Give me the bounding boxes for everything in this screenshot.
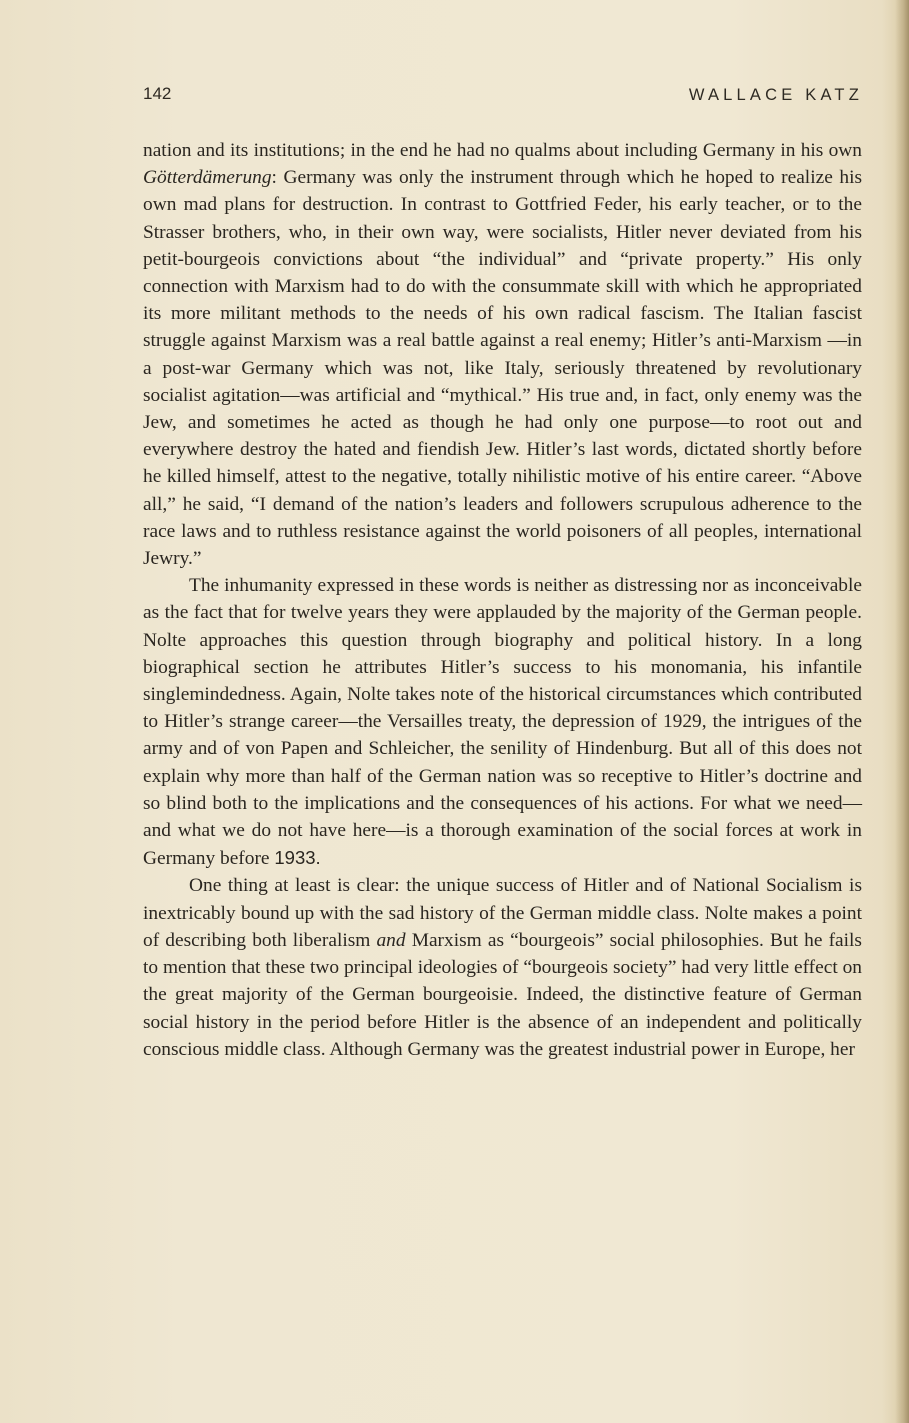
paragraph-2-text: The inhumanity expressed in these words is neither as distressing nor as inconceivable as the fact that for twelve years they were applauded by the majority of the German people. Nolte approaches this question through biography and political history. In a long biographical section he attributes Hitler’s success to his monomania, his infantile singlemindedness. Again, Nolte takes note of the historical circumstances which contributed to Hitler’s strange career—the Versailles treaty, the depression of 1929, the intrigues of the army and of von Papen and Schleicher, the senility of Hindenburg. But all of this does not explain why more than half of the German nation was so receptive to Hitler’s doctrine and so blind both to the implications and the consequences of his actions. For what we need—and what we do not have here—is a thorough examination of the social forces at work in Germany before — [143, 575, 862, 870]
paragraph-2 — [143, 572, 862, 872]
paragraph-3-text-cont: Marxism as “bourgeois” social philosophies. But he fails to mention that these two principal ideologies of “bourgeois society” had very little effect on the great majority of the German bourgeoisie. Indeed, the distinctive feature of German social history in the period before Hitler is the absence of an independent and politically conscious middle class. Although Germany was the greatest industrial power in Europe, her — [143, 929, 862, 1060]
emphasis-and: and — [376, 929, 406, 951]
paragraph-1 — [143, 137, 862, 572]
running-header — [143, 84, 863, 108]
year-1933: 1933. — [274, 847, 321, 869]
page-number: 142 — [143, 84, 172, 103]
page-binding-edge — [895, 0, 909, 1423]
paragraph-3-text: One thing at least is clear: the unique success of Hitler and of National Socialism is inextricably bound up with the sad history of the German middle class. Nolte makes a point of describing both liberalism — [143, 875, 862, 951]
book-title-gotterdammerung: Götterdämerung — [143, 167, 272, 189]
paragraph-3 — [143, 872, 862, 1062]
running-title: WALLACE KATZ — [688, 86, 863, 104]
body-text — [143, 137, 862, 1063]
paragraph-1-text-cont: : Germany was only the instrument through which he hoped to realize his own mad plans for destruction. In contrast to Gottfried Feder, his early teacher, or to the Strasser brothers, who, in their own way, were socialists, Hitler never deviated from his petit-bourgeois convictions about “the individual” and “private property.” His only connection with Marxism had to do with the consummate skill with which he appropriated its more militant methods to the needs of his own radical fascism. The Italian fascist struggle against Marxism was a real battle against a real enemy; Hitler’s anti-Marxism —in a post-war Germany which was not, like Italy, seriously threatened by revolutionary socialist agitation—was artificial and “mythical.” His true and, in fact, only enemy was the Jew, and sometimes he acted as though he had only one purpose—to root out and everywhere destroy the hated and fiendish Jew. Hitler’s last words, dictated shortly before he killed himself, attest to the negative, totally nihilistic motive of his entire career. “Above all,” he said, “I demand of the nation’s leaders and followers scrupulous adherence to the race laws and to ruthless resistance against the world poisoners of all peoples, international Jewry.” — [143, 167, 862, 570]
paragraph-1-text: nation and its institutions; in the end he had no qualms about including Germany in his own — [143, 140, 862, 161]
